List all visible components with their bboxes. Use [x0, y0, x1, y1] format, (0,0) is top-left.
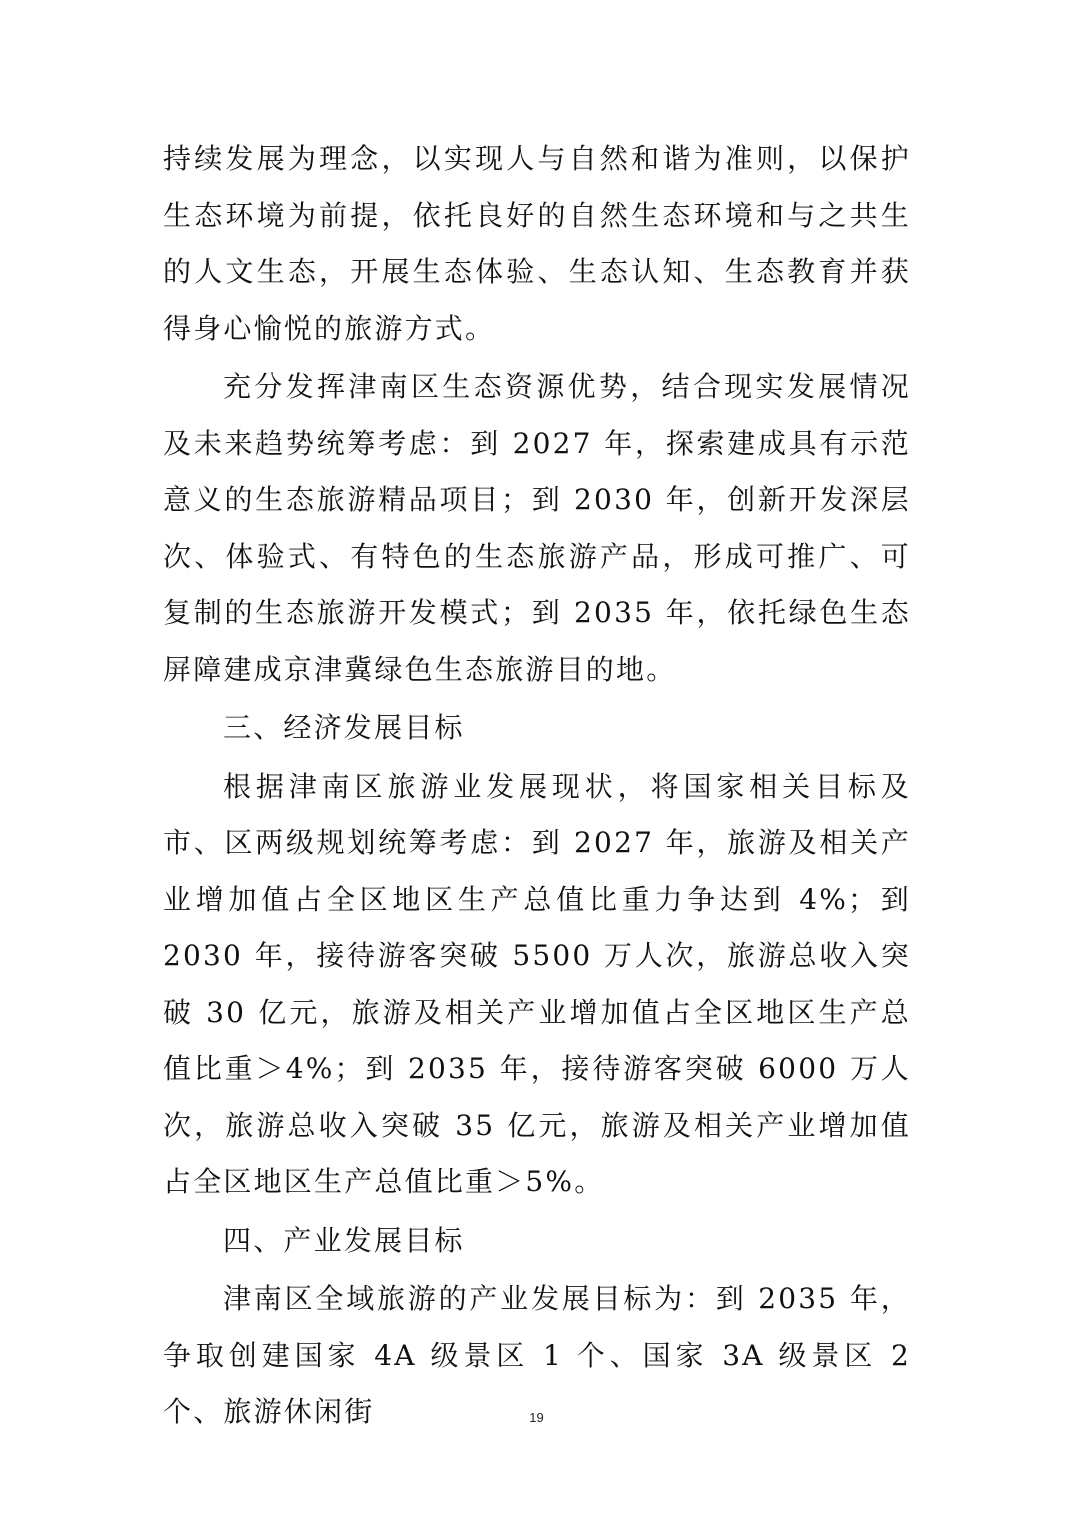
- paragraph-continued: 持续发展为理念，以实现人与自然和谐为准则，以保护生态环境为前提，依托良好的自然生态环境和与之共生的人文生态，开展生态体验、生态认知、生态教育并获得身心愉悦的旅游方式。: [163, 142, 911, 345]
- paragraph-eco-tourism-goals: 充分发挥津南区生态资源优势，结合现实发展情况及未来趋势统筹考虑：到 2027 年，探索建成具有示范意义的生态旅游精品项目；到 2030 年，创新开发深层次、体验式、有特色的生态旅游产品，形成可推广、可复制的生态旅游开发模式；到 2035 年，依托绿色生态屏障建成京津冀绿色生态旅游目的地。: [163, 370, 911, 686]
- section-heading-economic-goals: 三、经济发展目标: [223, 711, 465, 744]
- paragraph-industry-goals: 津南区全域旅游的产业发展目标为：到 2035 年，争取创建国家 4A 级景区 1 个、国家 3A 级景区 2 个、旅游休闲街: [163, 1282, 911, 1428]
- page-number: 19: [529, 1410, 544, 1425]
- section-heading-industry-goals: 四、产业发展目标: [223, 1223, 465, 1257]
- paragraph-economic-goals: 根据津南区旅游业发展现状，将国家相关目标及市、区两级规划统筹考虑：到 2027 年，旅游及相关产业增加值占全区地区生产总值比重力争达到 4%；到 2030 年，接待游客突破 5500 万人次，旅游总收入突破 30 亿元，旅游及相关产业增加值占全区地区生产总值比重＞4%；到 2035 年，接待游客突破 6000 万人次，旅游总收入突破 35 亿元，旅游及相关产业增加值占全区地区生产总值比重＞5%。: [163, 769, 911, 1198]
- page-body: [163, 131, 911, 1441]
